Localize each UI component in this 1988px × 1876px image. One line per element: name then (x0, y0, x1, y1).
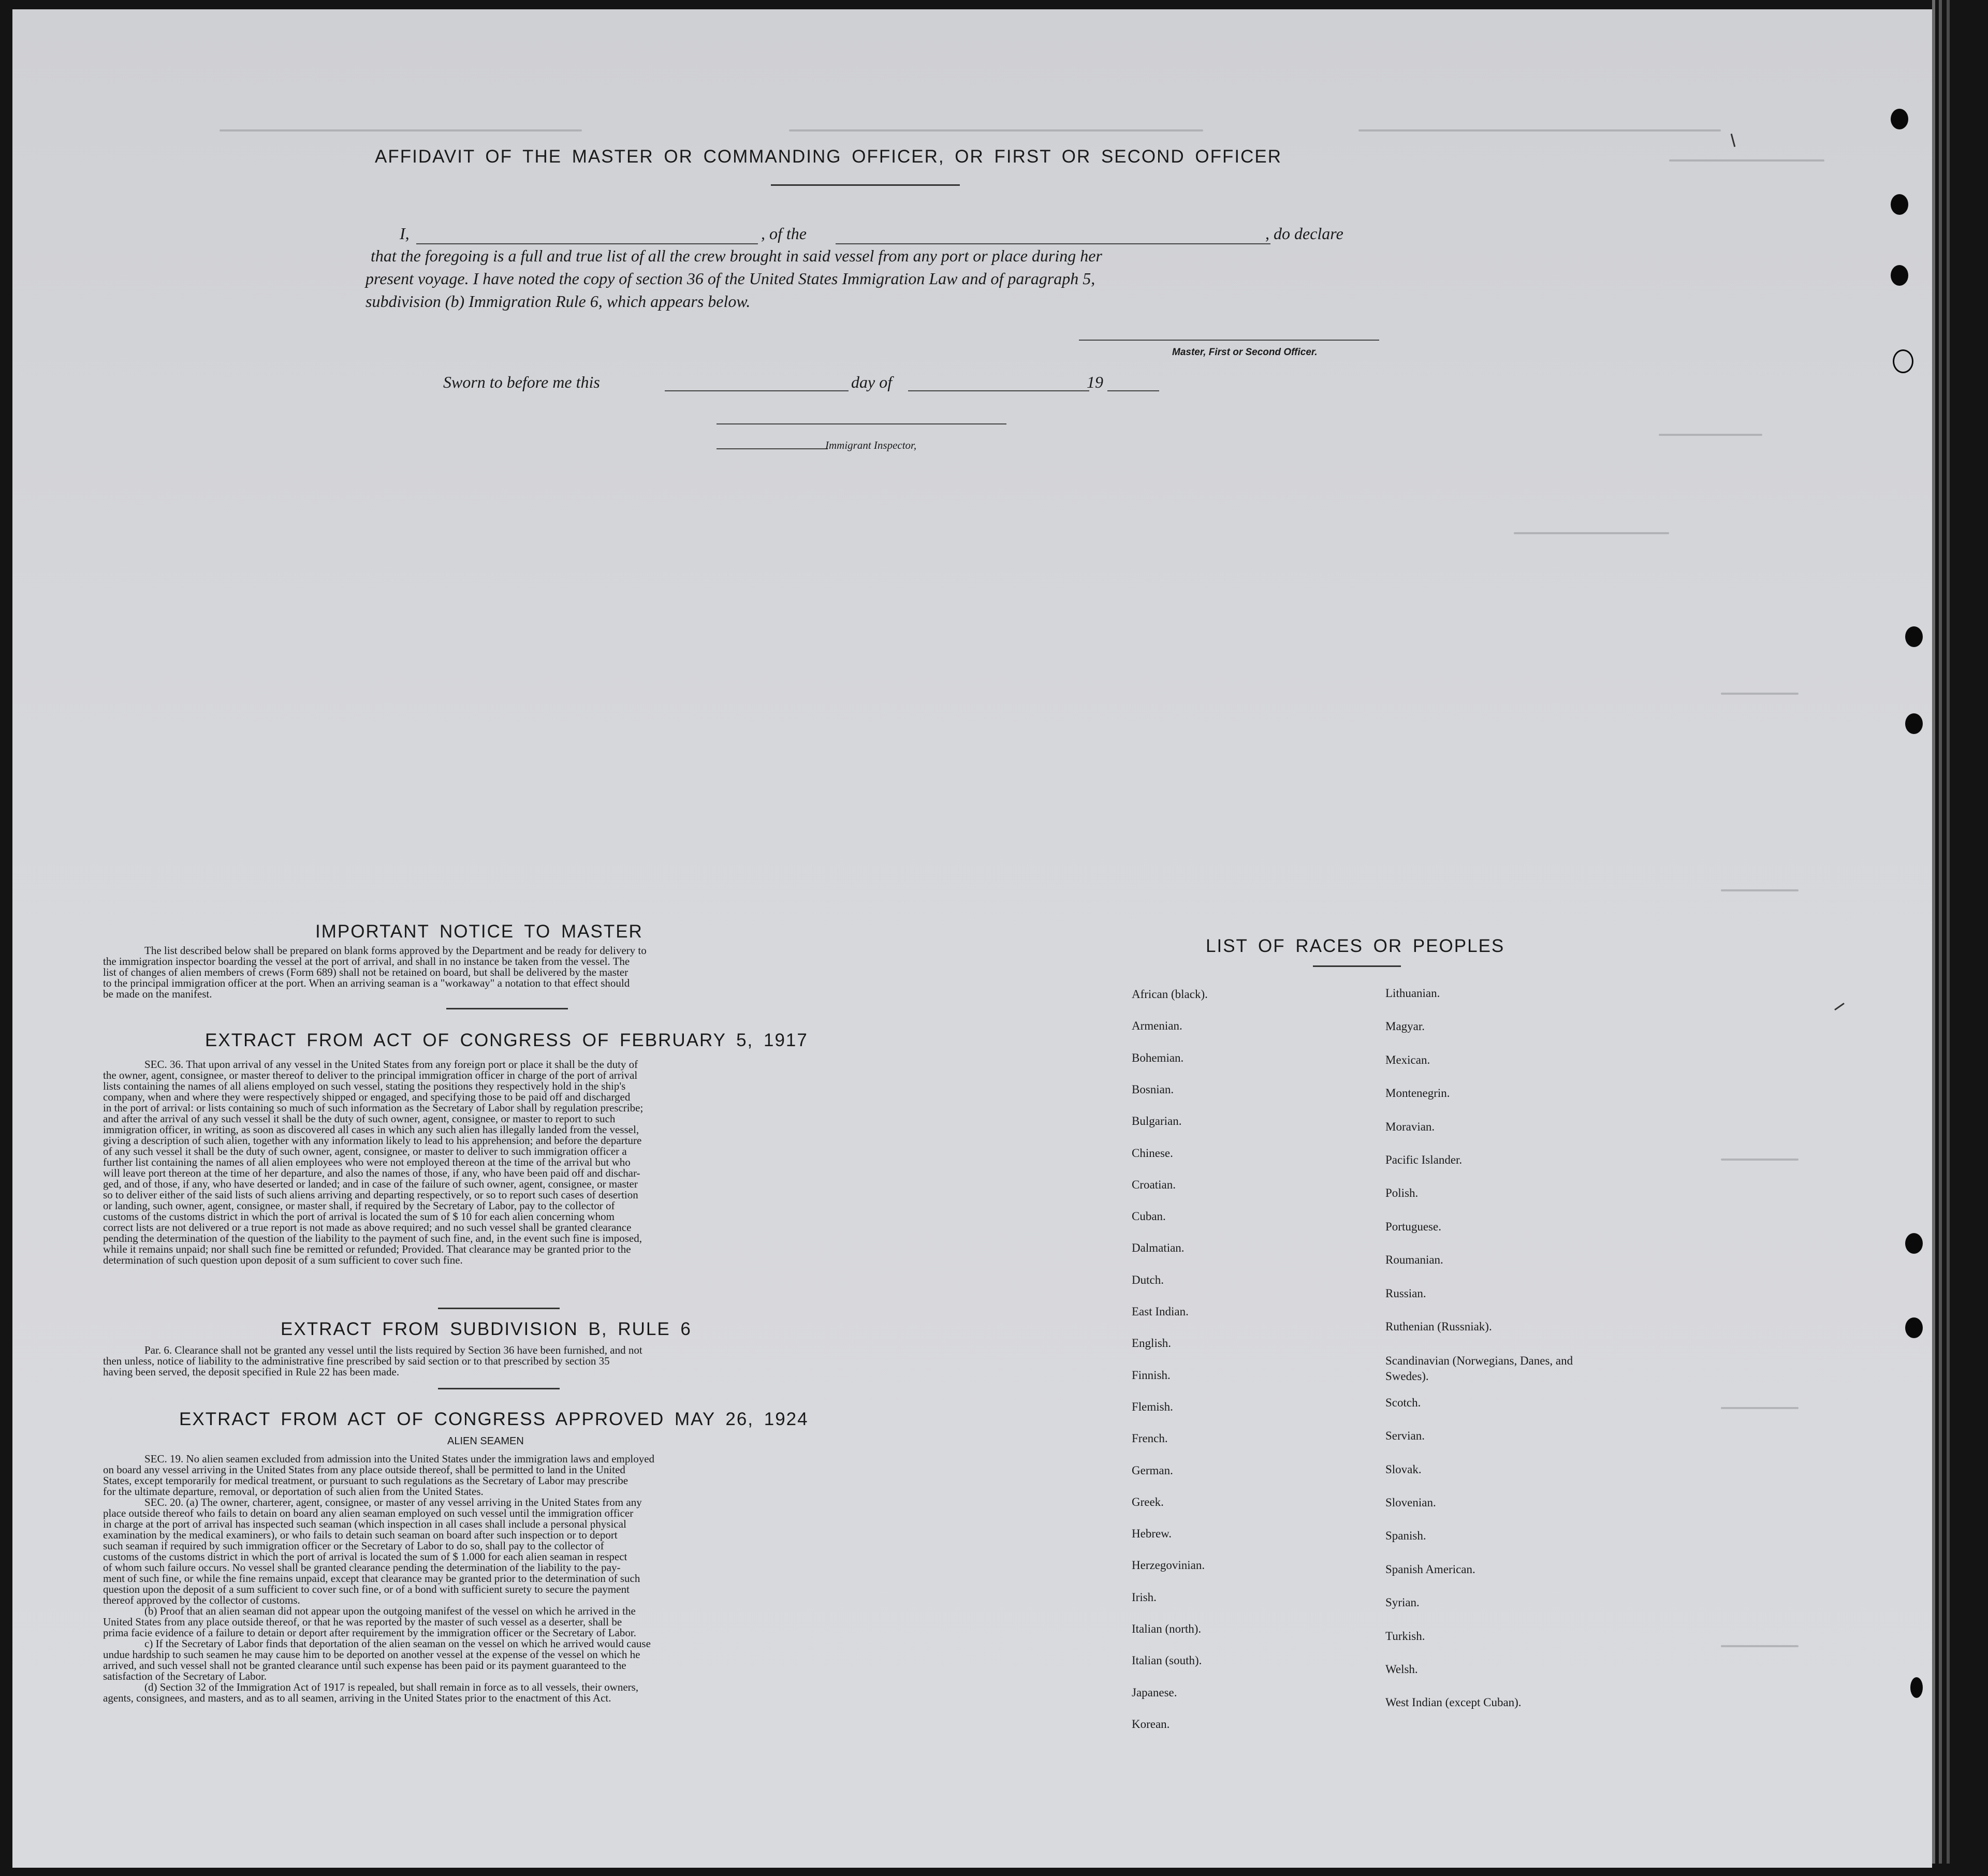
vessel-blank-line (836, 243, 1270, 244)
race-item: Mexican. (1385, 1053, 1430, 1066)
sec19-line: for the ultimate departure, removal, or deportation of such alien from the United States. (103, 1485, 484, 1498)
sec19-line: States, except temporarily for medical treatment, or pursuant to such regulations as the Secretary of Labor may prescribe (103, 1474, 628, 1487)
race-item: Bulgarian. (1132, 1115, 1182, 1127)
punch-hole (1905, 713, 1923, 734)
sec36-line: correct lists are not delivered or a true report is not made as above required; and no such vessel shall be granted clearance (103, 1221, 632, 1234)
race-item: Italian (north). (1132, 1622, 1202, 1635)
race-item: Herzegovinian. (1132, 1559, 1205, 1572)
inspector-label: Immigrant Inspector, (825, 439, 917, 451)
affidavit-line-3: present voyage. I have noted the copy of section 36 of the United States Immigration Law and of paragraph 5, (366, 269, 1095, 288)
sworn-label: Sworn to before me this (443, 373, 600, 391)
punch-hole (1891, 194, 1908, 215)
sec20c-line: arrived, and such vessel shall not be granted clearance until such expense has been paid or its payment guaranteed to the (103, 1659, 626, 1672)
rule6-body (103, 1345, 890, 1377)
notice-line: the immigration inspector boarding the vessel at the port of arrival, and shall in no instance be taken from the vessel. The (103, 955, 630, 968)
rule6-rule (438, 1388, 560, 1389)
manifest-page (12, 9, 1932, 1868)
page-edge (1947, 0, 1950, 1864)
race-item: Roumanian. (1385, 1253, 1443, 1266)
races-title: LIST OF RACES OR PEOPLES (1206, 936, 1505, 956)
affidavit-line-4: subdivision (b) Immigration Rule 6, which appears below. (366, 292, 751, 311)
sec36-line: further list containing the names of all alien employees who were not employed thereon at the time of the arrival but who (103, 1156, 631, 1168)
race-item: Bosnian. (1132, 1083, 1174, 1096)
race-item: Russian. (1385, 1287, 1426, 1300)
sec36-line: of any such vessel it shall be the duty of such owner, agent, consignee, or master to deliver to such immigration officer a (103, 1145, 627, 1157)
race-item: Korean. (1132, 1718, 1170, 1731)
race-item: Scotch. (1385, 1396, 1421, 1409)
sec36-line: so to deliver either of the said lists of such aliens arriving and departing respectively, or so to report such cases of desertion (103, 1189, 638, 1201)
sec36-line: while it remains unpaid; nor shall such fine be remitted or refunded; Provided. That clearance may be granted prior to the (103, 1243, 631, 1255)
race-item: Servian. (1385, 1429, 1425, 1442)
sec36-line: in the port of arrival: or lists containing so much of such information as the Secretary of Labor shall by regulation prescribe; (103, 1102, 644, 1114)
sec20-line: of whom such failure occurs. No vessel shall be granted clearance pending the determination of the liability to the pay- (103, 1561, 621, 1574)
sec20c-line: c) If the Secretary of Labor finds that deportation of the alien seaman on the vessel on which he arrived would cause (144, 1637, 651, 1650)
rule6-line: having been served, the deposit specified in Rule 22 has been made. (103, 1366, 400, 1378)
race-item: Japanese. (1132, 1686, 1177, 1699)
race-item: Montenegrin. (1385, 1087, 1450, 1100)
punch-hole (1891, 109, 1908, 129)
race-item: Polish. (1385, 1186, 1419, 1199)
stray-mark (1731, 134, 1736, 147)
sec36-line: lists containing the names of all aliens employed on such vessel, stating the positions they respectively hold in the ship's (103, 1080, 626, 1092)
race-item: Bohemian. (1132, 1051, 1184, 1064)
race-item: East Indian. (1132, 1305, 1189, 1318)
race-item: Cuban. (1132, 1210, 1166, 1223)
race-item: Armenian. (1132, 1019, 1182, 1032)
rule6-line: Par. 6. Clearance shall not be granted any vessel until the lists required by Section 36 have been furnished, and not (144, 1344, 642, 1356)
race-item: Scandinavian (Norwegians, Danes, and Swedes). (1385, 1354, 1573, 1383)
stray-mark (1834, 1003, 1845, 1010)
sec20-line: place outside thereof who fails to detain on board any alien seaman employed on such vessel until the immigration officer (103, 1507, 634, 1519)
affidavit-of-the: , of the (761, 224, 807, 243)
race-item: Italian (south). (1132, 1654, 1202, 1667)
page-edge (1939, 0, 1942, 1864)
race-item: Greek. (1132, 1496, 1164, 1508)
sec36-line: SEC. 36. That upon arrival of any vessel in the United States from any foreign port or place it shall be the duty of (144, 1058, 638, 1071)
race-item: Ruthenian (Russniak). (1385, 1320, 1492, 1333)
extract-1917-body (103, 1059, 890, 1266)
day-of-label: day of (851, 373, 893, 391)
sworn-day-line (665, 390, 849, 391)
sec36-line: the owner, agent, consignee, or master thereof to deliver to the principal immigration officer in charge of the port of arrival (103, 1069, 638, 1081)
sec20-line: customs of the customs district in which the port of arrival is located the sum of $ 1.000 for each alien seaman in respect (103, 1550, 627, 1563)
race-item: Pacific Islander. (1385, 1153, 1463, 1166)
race-item: Irish. (1132, 1591, 1157, 1604)
notice-line: list of changes of alien members of crews (Form 689) shall not be retained on board, but shall be delivered by the master (103, 966, 628, 978)
sec36-line: or landing, such owner, agent, consignee, or master shall, if required by the Secretary of Labor, pay to the collector of (103, 1199, 615, 1212)
race-item: West Indian (except Cuban). (1385, 1696, 1522, 1709)
inspector-signature-line (717, 423, 1006, 424)
race-item: Magyar. (1385, 1020, 1425, 1033)
punch-hole (1905, 1233, 1923, 1254)
affidavit-do-declare: , do declare (1265, 224, 1343, 243)
notice-line: to the principal immigration officer at the port. When an arriving seaman is a "workaway" a notation to that effect should (103, 977, 630, 989)
notice-title: IMPORTANT NOTICE TO MASTER (315, 921, 643, 942)
notice-line: be made on the manifest. (103, 988, 212, 1000)
affidavit-i: I, (400, 224, 410, 243)
race-item: Welsh. (1385, 1663, 1418, 1676)
sec19-line: SEC. 19. No alien seamen excluded from admission into the United States under the immigration laws and employed (144, 1453, 655, 1465)
punch-hole (1905, 626, 1923, 647)
race-item: Moravian. (1385, 1120, 1435, 1133)
extract-1924-body (103, 1454, 890, 1704)
alien-seamen-subtitle: ALIEN SEAMEN (447, 1435, 524, 1447)
race-item: Dalmatian. (1132, 1241, 1185, 1254)
race-item: Spanish American. (1385, 1563, 1475, 1576)
race-item: Chinese. (1132, 1147, 1173, 1160)
race-item: Slovenian. (1385, 1496, 1436, 1509)
notice-body (103, 945, 890, 1000)
sec36-line: customs of the customs district in which the port of arrival is located the sum of $ 10 for each alien concerning whom (103, 1210, 615, 1223)
sec36-line: and after the arrival of any such vessel it shall be the duty of such owner, agent, consignee, or master to report to such (103, 1112, 616, 1125)
race-item: Flemish. (1132, 1400, 1173, 1413)
title-rule (771, 184, 960, 186)
race-item: German. (1132, 1464, 1173, 1477)
notice-line: The list described below shall be prepared on blank forms approved by the Department and be ready for delivery to (144, 944, 647, 957)
master-signature-line (1079, 340, 1379, 341)
race-item: African (black). (1132, 988, 1208, 1001)
race-item: Turkish. (1385, 1630, 1425, 1643)
extract-1917-title: EXTRACT FROM ACT OF CONGRESS OF FEBRUARY 5, 1917 (205, 1030, 808, 1050)
race-item: Portuguese. (1385, 1220, 1441, 1233)
affidavit-line-2: that the foregoing is a full and true list of all the crew brought in said vessel from any port or place during her (371, 246, 1102, 265)
sec20d-line: (d) Section 32 of the Immigration Act of 1917 is repealed, but shall remain in force as to all vessels, their owners, (144, 1681, 639, 1693)
year-line (1107, 390, 1159, 391)
sec36-line: immigration officer, in writing, as soon as discovered all cases in which any such alien has illegally landed from the vessel, (103, 1123, 639, 1136)
race-item: French. (1132, 1432, 1168, 1445)
notice-rule (446, 1008, 568, 1009)
race-item: English. (1132, 1337, 1172, 1350)
races-rule (1313, 965, 1401, 967)
sec20-line: thereof approved by the collector of customs. (103, 1594, 300, 1606)
sec20-line: such seaman if required by such immigration officer or the Secretary of Labor to do so, shall pay to the collector of (103, 1540, 604, 1552)
race-item: Syrian. (1385, 1596, 1420, 1609)
month-line (908, 390, 1089, 391)
inspector-prefix-line (717, 448, 828, 449)
name-blank-line (416, 243, 758, 244)
master-signature-label: Master, First or Second Officer. (1172, 347, 1318, 358)
year-label: 19 (1087, 373, 1103, 391)
extract-1917-rule (438, 1308, 560, 1309)
punch-hole (1891, 265, 1908, 286)
sec20-line: in charge at the port of arrival has inspected such seaman (which inspection in all cases shall include a personal physical (103, 1518, 626, 1530)
sec20-line: SEC. 20. (a) The owner, charterer, agent, consignee, or master of any vessel arriving in the United States from any (144, 1496, 642, 1508)
sec36-line: determination of such question upon deposit of a sum sufficient to cover such fine. (103, 1254, 463, 1266)
sec20b-line: United States from any place outside thereof, or that he was reported by the master of such vessel as a deserter, shall be (103, 1616, 622, 1628)
rule6-title: EXTRACT FROM SUBDIVISION B, RULE 6 (281, 1319, 692, 1339)
race-item: Lithuanian. (1385, 987, 1440, 1000)
affidavit-title: AFFIDAVIT OF THE MASTER OR COMMANDING OFFICER, OR FIRST OR SECOND OFFICER (375, 146, 1282, 167)
sec20-line: question upon the deposit of a sum sufficient to cover such fine, or of a bond with sufficient surety to secure the payment (103, 1583, 630, 1595)
race-item: Slovak. (1385, 1463, 1422, 1476)
race-item: Croatian. (1132, 1178, 1176, 1191)
sec19-line: on board any vessel arriving in the United States from any place outside thereof, shall be permitted to land in the United (103, 1463, 625, 1476)
rule6-line: then unless, notice of liability to the administrative fine prescribed by said section or to that prescribed by section 35 (103, 1355, 610, 1367)
punch-hole (1910, 1677, 1923, 1698)
sec36-line: will leave port thereon at the time of her departure, and also the names of those, if any, who have been paid off and dischar- (103, 1167, 640, 1179)
sec20d-line: agents, consignees, and masters, and as to all seamen, arriving in the United States prior to the enactment of this Act. (103, 1692, 611, 1704)
sec36-line: pending the determination of the question of the liability to the payment of such fine, and, in the event such fine is imposed, (103, 1232, 642, 1244)
sec36-line: ged, and of those, if any, who have deserted or landed; and in case of the failure of such owner, agent, consignee, or master (103, 1178, 638, 1190)
sec20b-line: (b) Proof that an alien seaman did not appear upon the outgoing manifest of the vessel on which he arrived in the (144, 1605, 636, 1617)
punch-hole (1893, 349, 1913, 373)
race-item: Dutch. (1132, 1273, 1164, 1286)
sec20-line: examination by the medical examiners), or who fails to detain such seaman on board after such inspection or to deport (103, 1529, 618, 1541)
page-edge (1932, 0, 1935, 1864)
sec20-line: ment of such fine, or while the fine remains unpaid, except that clearance may be granted prior to the determination of such (103, 1572, 640, 1585)
sec20b-line: prima facie evidence of a failure to detain or deport after requirement by the immigration officer or the Secretary of Labor. (103, 1626, 636, 1639)
race-item: Finnish. (1132, 1369, 1171, 1382)
sec36-line: company, when and where they were respectively shipped or engaged, and specifying those to be paid off and discharged (103, 1091, 631, 1103)
race-item: Spanish. (1385, 1529, 1426, 1542)
sec20c-line: satisfaction of the Secretary of Labor. (103, 1670, 267, 1682)
sec20c-line: undue hardship to such seamen he may cause him to be deported on another vessel at the expense of the vessel on which he (103, 1648, 640, 1661)
punch-hole (1905, 1317, 1923, 1338)
sec36-line: giving a description of such alien, together with any information likely to lead to his apprehension; and before the departure (103, 1134, 642, 1147)
extract-1924-title: EXTRACT FROM ACT OF CONGRESS APPROVED MAY 26, 1924 (179, 1409, 809, 1429)
race-item: Hebrew. (1132, 1527, 1172, 1540)
